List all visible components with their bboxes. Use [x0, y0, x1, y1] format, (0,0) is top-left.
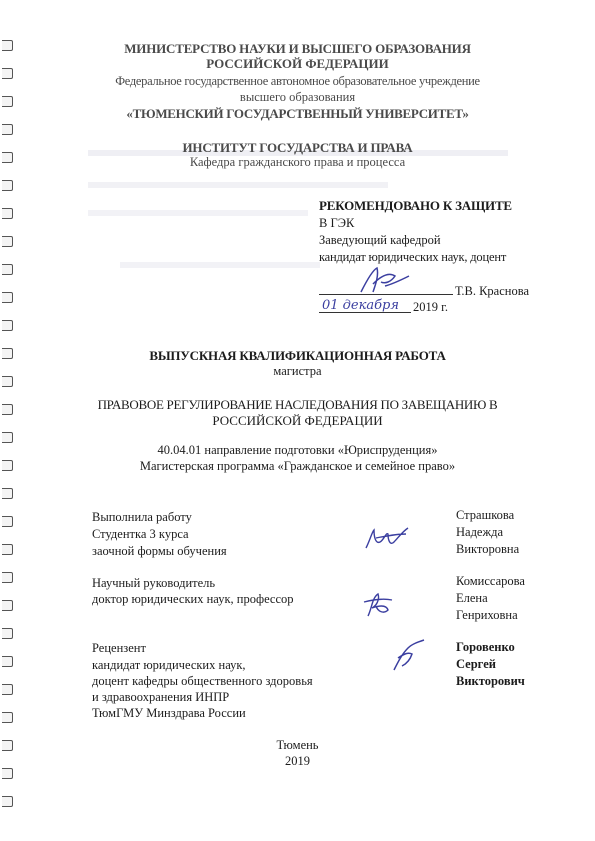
ministry-line-1: МИНИСТЕРСТВО НАУКИ И ВЫСШЕГО ОБРАЗОВАНИЯ: [124, 41, 471, 56]
org-line-2: высшего образования: [239, 90, 356, 104]
reviewer-role-1: Рецензент: [92, 641, 146, 655]
work-level: магистра: [273, 364, 322, 378]
reviewer-role-2: кандидат юридических наук,: [92, 658, 246, 672]
reviewer-name-3: Викторович: [456, 674, 525, 688]
advisor-name-3: Генриховна: [456, 608, 518, 622]
advisor-name-1: Комиссарова: [456, 574, 525, 588]
approval-line-3: Заведующий кафедрой: [319, 233, 441, 247]
reviewer-signature-icon: [386, 636, 430, 676]
author-role-1: Выполнила работу: [92, 510, 192, 524]
program: Магистерская программа «Гражданское и семейное право»: [139, 459, 456, 473]
reviewer-name-1: Горовенко: [456, 640, 515, 654]
approval-signer: Т.В. Краснова: [455, 284, 530, 298]
advisor-signature-icon: [358, 588, 398, 622]
approval-line-2: В ГЭК: [319, 216, 355, 230]
reviewer-name-2: Сергей: [456, 657, 496, 671]
date-handwritten: 01 декабря: [322, 298, 399, 313]
university-name: «ТЮМЕНСКИЙ ГОСУДАРСТВЕННЫЙ УНИВЕРСИТЕТ»: [126, 106, 469, 121]
ministry-line-2: РОССИЙСКОЙ ФЕДЕРАЦИИ: [206, 56, 389, 71]
approval-year: 2019 г.: [413, 300, 448, 314]
author-name-2: Надежда: [456, 525, 504, 539]
advisor-role-2: доктор юридических наук, профессор: [92, 592, 294, 606]
author-signature-icon: [362, 522, 412, 556]
author-name-3: Викторовна: [456, 542, 520, 556]
work-type: ВЫПУСКНАЯ КВАЛИФИКАЦИОННАЯ РАБОТА: [149, 348, 446, 363]
author-role-2: Студентка 3 курса: [92, 527, 189, 541]
reviewer-role-4: и здравоохранения ИНПР: [92, 690, 230, 704]
advisor-name-2: Елена: [456, 591, 488, 605]
head-signature-icon: [355, 262, 415, 298]
work-title-line-1: ПРАВОВОЕ РЕГУЛИРОВАНИЕ НАСЛЕДОВАНИЯ ПО ЗАВЕЩАНИЮ В: [97, 397, 498, 412]
reviewer-role-3: доцент кафедры общественного здоровья: [92, 674, 313, 688]
institute-name: ИНСТИТУТ ГОСУДАРСТВА И ПРАВА: [182, 140, 413, 155]
year: 2019: [285, 754, 310, 768]
org-line-1: Федеральное государственное автономное образовательное учреждение: [115, 74, 480, 88]
work-title-line-2: РОССИЙСКОЙ ФЕДЕРАЦИИ: [212, 413, 383, 428]
reviewer-role-5: ТюмГМУ Минздрава России: [92, 706, 246, 720]
author-name-1: Страшкова: [456, 508, 515, 522]
approval-line-4: кандидат юридических наук, доцент: [319, 250, 507, 264]
advisor-role-1: Научный руководитель: [92, 576, 216, 590]
direction: 40.04.01 направление подготовки «Юриспруденция»: [157, 443, 438, 457]
approval-title: РЕКОМЕНДОВАНО К ЗАЩИТЕ: [319, 198, 512, 213]
department-name: Кафедра гражданского права и процесса: [189, 155, 406, 169]
city: Тюмень: [276, 738, 319, 752]
author-role-3: заочной формы обучения: [92, 544, 227, 558]
